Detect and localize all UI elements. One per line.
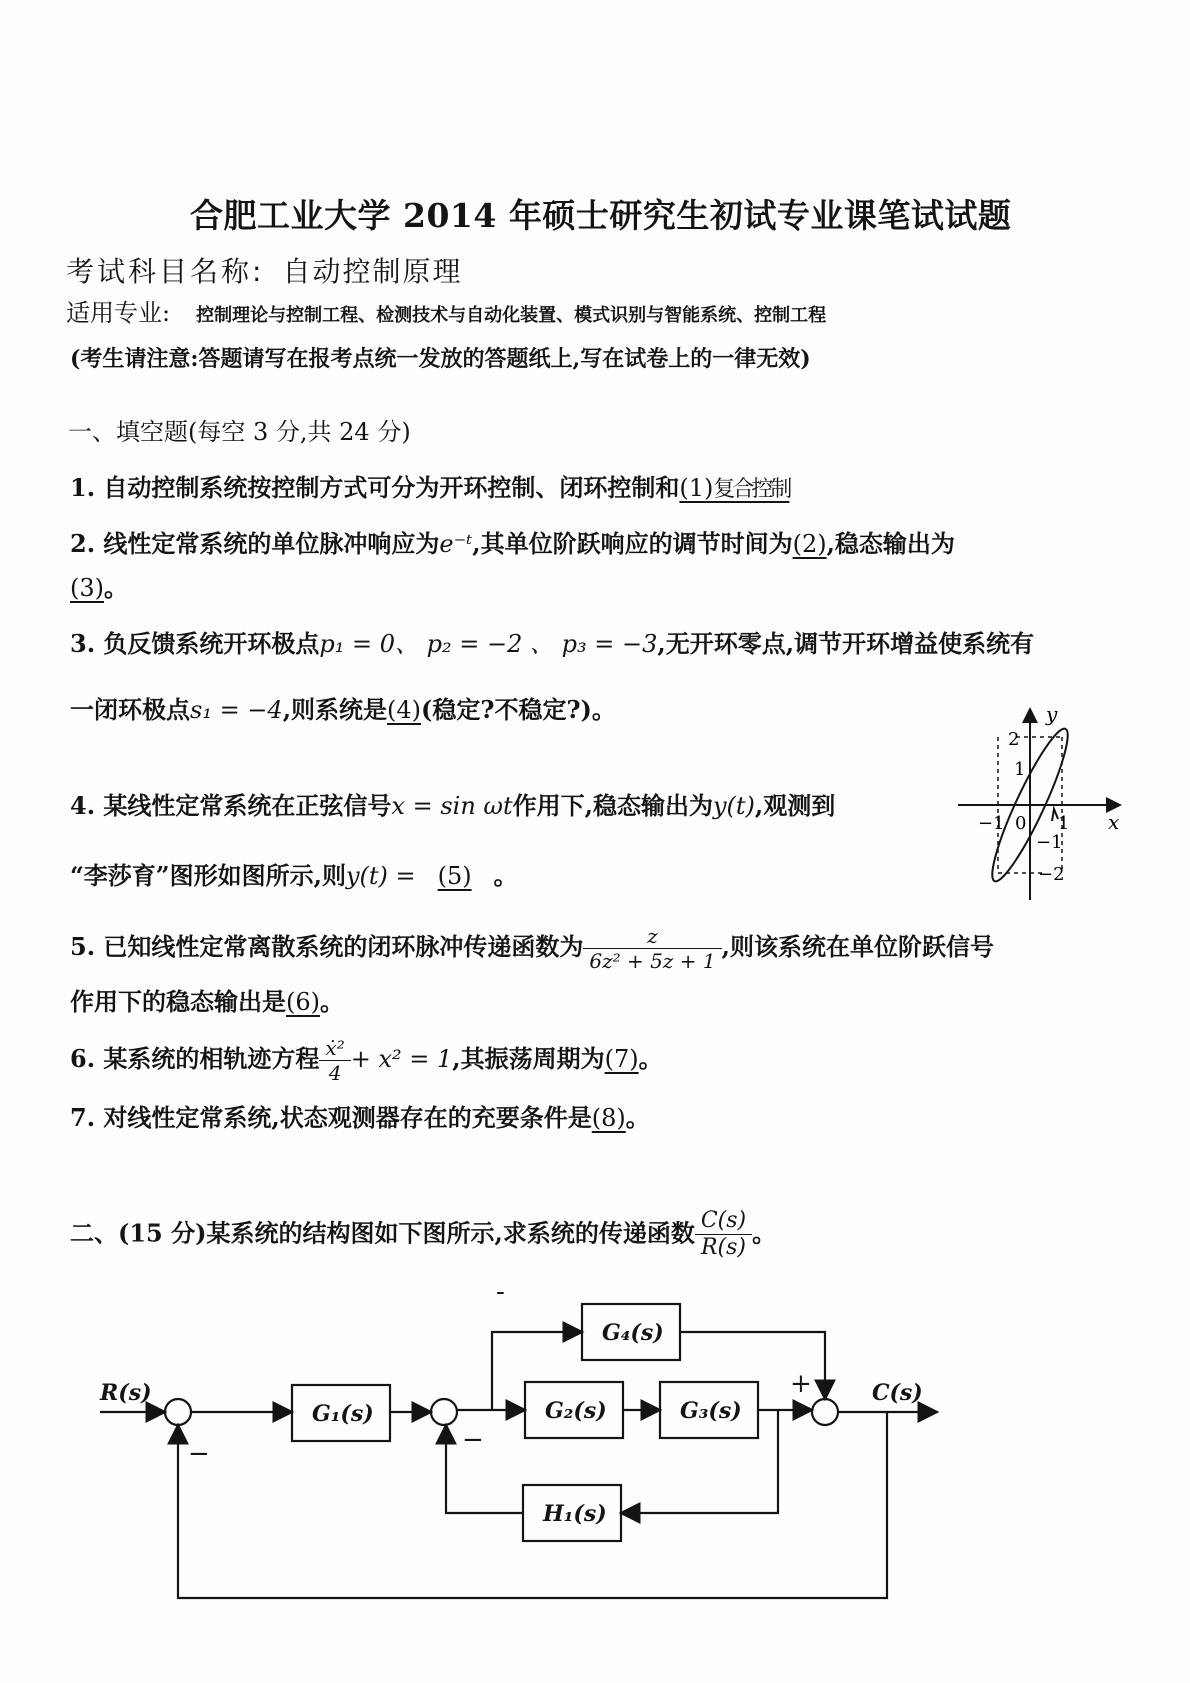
lissajous-figure	[958, 705, 1128, 905]
axis-label-y: y	[1046, 705, 1058, 726]
q5-text-a: 5. 已知线性定常离散系统的闭环脉冲传递函数为	[70, 932, 584, 961]
q2-text-a: 2. 线性定常系统的单位脉冲响应为	[70, 529, 440, 558]
q2-text-b: ,其单位阶跃响应的调节时间为	[472, 529, 793, 558]
q7-end: 。	[625, 1103, 650, 1132]
label-g3: G₃(s)	[680, 1398, 742, 1424]
q4-end: 。	[493, 861, 518, 890]
tick-y-minus1: −1	[1036, 832, 1063, 853]
section2-fraction	[695, 1208, 752, 1262]
section2-heading	[70, 1208, 776, 1262]
q6-fraction	[319, 1036, 350, 1085]
subject-value: 自动控制原理	[282, 255, 463, 288]
q5-fraction	[583, 924, 721, 973]
q3-blank: (4)	[387, 696, 422, 724]
question-4-line2	[70, 856, 518, 891]
tick-y-2: 2	[1008, 729, 1020, 750]
sign-minus-outer: −	[188, 1439, 210, 1469]
q6-text-a: 6. 某系统的相轨迹方程	[70, 1044, 320, 1073]
q1-blank	[679, 474, 789, 502]
label-g4: G₄(s)	[602, 1320, 664, 1346]
subject-line	[66, 250, 462, 290]
exam-title: 合肥工业大学 2014 年硕士研究生初试专业课笔试试题	[190, 196, 1012, 235]
section2-denominator: R(s)	[700, 1235, 746, 1261]
label-g1: G₁(s)	[312, 1401, 374, 1427]
question-2-line2	[70, 568, 128, 603]
q5-numerator: z	[583, 924, 721, 949]
label-g2: G₂(s)	[545, 1398, 607, 1424]
q2-blank-3: (3)	[70, 574, 104, 602]
line-outer-feedback	[178, 1412, 887, 1598]
tick-x-1: 1	[1058, 813, 1070, 834]
q4-blank: (5)	[437, 862, 472, 890]
q4-yt: y(t) =	[345, 862, 416, 890]
q5-line2: 作用下的稳态输出是	[70, 987, 286, 1016]
section2-text: 二、(15 分)某系统的结构图如下图所示,求系统的传递函数	[70, 1218, 695, 1248]
block-diagram	[0, 1280, 1190, 1680]
axis-label-x: x	[1108, 810, 1120, 834]
q3-line2-c: (稳定?不稳定?)。	[421, 695, 616, 724]
q1-blank-label: (1)	[679, 474, 714, 502]
question-3-line2	[70, 690, 616, 725]
q5-text-b: ,则该系统在单位阶跃信号	[721, 932, 994, 961]
section1-heading: 一、填空题(每空 3 分,共 24 分)	[68, 418, 411, 446]
line-h1-feedback-in	[623, 1410, 778, 1513]
tick-origin: 0	[1015, 813, 1027, 834]
q6-denominator: 4	[328, 1061, 342, 1085]
q2-expr: e⁻ᵗ	[439, 530, 473, 558]
q4-input: x = sin ωt	[391, 792, 513, 820]
tick-y-minus2: −2	[1038, 864, 1065, 885]
majors-label: 适用专业:	[66, 299, 171, 327]
q1-text: 1. 自动控制系统按控制方式可分为开环控制、闭环控制和	[70, 473, 680, 502]
sign-minus-inner: −	[462, 1425, 484, 1455]
q4-text-c: ,观测到	[754, 791, 836, 820]
question-3	[70, 624, 1034, 659]
majors-line	[66, 293, 826, 328]
sum-junction-2	[431, 1399, 457, 1425]
q5-blank: (6)	[286, 988, 320, 1016]
sum-junction-1	[165, 1399, 191, 1425]
section2-numerator: C(s)	[695, 1208, 752, 1235]
question-4	[70, 786, 835, 821]
q3-text-b: ,无开环零点,调节开环增益使系统有	[657, 629, 1035, 658]
q5-end: 。	[320, 987, 344, 1016]
q3-line2-b: ,则系统是	[282, 695, 388, 724]
tick-x-minus1: −1	[978, 813, 1005, 834]
q2-blank-2: (2)	[792, 530, 827, 558]
q4-text-b: 作用下,稳态输出为	[512, 791, 713, 820]
sign-plus-top: +	[790, 1369, 812, 1399]
subject-label: 考试科目名称:	[66, 255, 265, 288]
question-7	[70, 1098, 650, 1133]
exam-notice: (考生请注意:答题请写在报考点统一发放的答题纸上,写在试卷上的一律无效)	[70, 346, 811, 372]
q4-text-a: 4. 某线性定常系统在正弦信号	[70, 791, 392, 820]
line-h1-feedback-out	[446, 1427, 523, 1513]
q6-equation-rest: + x² = 1	[350, 1045, 453, 1073]
q7-text: 7. 对线性定常系统,状态观测器存在的充要条件是	[70, 1103, 592, 1132]
q4-output: y(t)	[712, 792, 755, 820]
question-2	[70, 524, 955, 559]
q3-line2-a: 一闭环极点	[70, 695, 190, 724]
q2-end: 。	[104, 573, 128, 602]
label-input: R(s)	[100, 1380, 152, 1406]
q1-handwriting: 复合控制	[713, 477, 790, 502]
question-1	[70, 468, 789, 503]
q4-line2-a: “李莎育”图形如图所示,则	[70, 861, 346, 890]
q6-blank: (7)	[604, 1045, 639, 1073]
section2-end: 。	[752, 1218, 777, 1248]
q6-text-c: ,其振荡周期为	[452, 1044, 605, 1073]
q6-end: 。	[638, 1044, 663, 1073]
q2-text-c: ,稳态输出为	[826, 529, 955, 558]
sum-junction-3	[812, 1399, 838, 1425]
q3-text-a: 3. 负反馈系统开环极点	[70, 629, 320, 658]
q3-poles: p₁ = 0、 p₂ = −2 、 p₃ = −3	[319, 630, 658, 658]
label-h1: H₁(s)	[543, 1501, 607, 1527]
q7-blank: (8)	[591, 1104, 626, 1132]
label-output: C(s)	[872, 1380, 923, 1406]
question-5	[70, 924, 994, 973]
tick-y-1: 1	[1014, 759, 1026, 780]
question-5-line2	[70, 982, 344, 1017]
majors-value: 控制理论与控制工程、检测技术与自动化装置、模式识别与智能系统、控制工程	[196, 305, 827, 326]
q6-numerator: ẋ²	[319, 1036, 350, 1061]
sign-minus-top: -	[496, 1280, 505, 1307]
q5-denominator: 6z² + 5z + 1	[589, 949, 716, 973]
question-6	[70, 1036, 663, 1085]
q3-closed-pole: s₁ = −4	[190, 696, 283, 724]
